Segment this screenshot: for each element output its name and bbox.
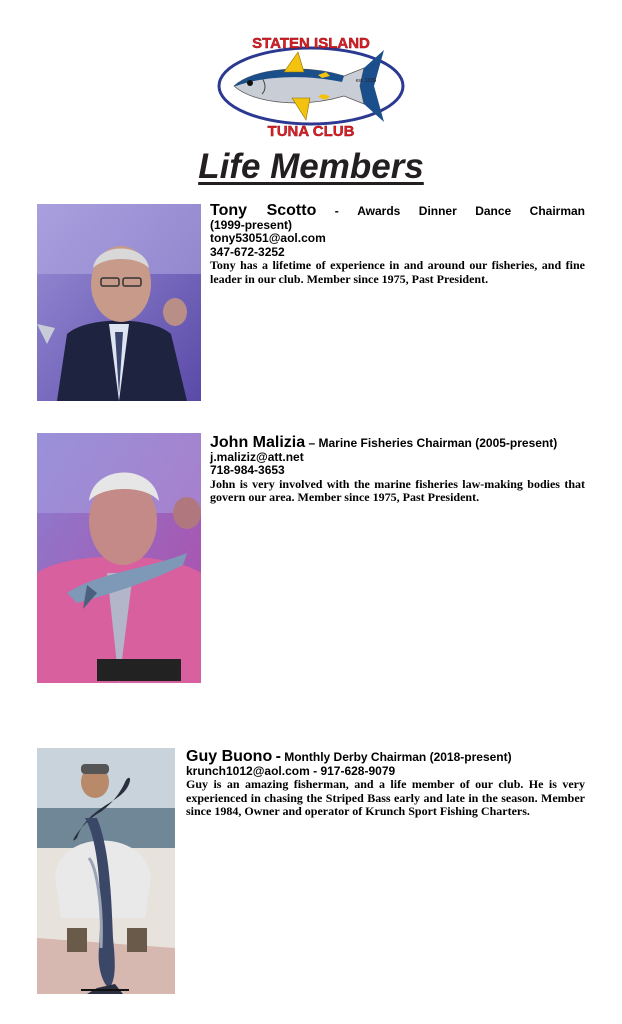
member-role: Monthly Derby Chairman (2018-present) (284, 750, 512, 764)
member-role-tail: (1999-present) (210, 217, 293, 232)
member-bio: John is very involved with the marine fisheries law-making bodies that govern our area. Member since 1975, Past President. (210, 476, 585, 504)
member-photo-guy-buono (37, 748, 175, 994)
logo-bottom-text: TUNA CLUB (267, 123, 355, 140)
member-info-john-malizia (210, 436, 585, 505)
page-title: Life Members (198, 147, 424, 186)
logo-top-text: STATEN ISLAND (252, 35, 370, 52)
member-photo-john-malizia (37, 433, 201, 683)
member-email: j.maliziz@att.net (210, 449, 304, 464)
member-email: tony53051@aol.com (210, 231, 326, 245)
member-email: krunch1012@aol.com (186, 763, 310, 778)
member-phone: 718-984-3653 (210, 463, 285, 477)
member-role: Marine Fisheries Chairman (2005-present) (318, 436, 558, 450)
member-info-tony-scotto (210, 204, 585, 286)
member-role-separator: – (308, 436, 316, 450)
member-phone: 917-628-9079 (320, 763, 396, 778)
member-photo-tony-scotto (37, 204, 201, 401)
member-role-separator: - (275, 748, 281, 765)
member-name: Guy Buono (186, 748, 273, 765)
club-logo (214, 28, 408, 140)
member-name: Tony Scotto (210, 202, 317, 219)
member-bio: Guy is an amazing fisherman, and a life member of our club. He is very experienced in chasing the Striped Bass early and late in the season. Member since 1984, Owner and operator of Krunch Sport Fishing Charters. (186, 777, 585, 818)
member-bio: Tony has a lifetime of experience in and around our fisheries, and fine leader in our club. Member since 1975, Past President. (210, 258, 585, 286)
member-role: Awards Dinner Dance Chairman (357, 204, 585, 218)
logo-est-text: est. 1936 (355, 78, 377, 84)
member-info-guy-buono (186, 750, 585, 819)
tuna-fish-icon (214, 28, 408, 140)
member-role-separator: - (334, 204, 339, 218)
member-phone: 347-672-3252 (210, 244, 285, 259)
member-contact-separator: - (313, 763, 318, 778)
member-name: John Malizia (210, 434, 306, 451)
